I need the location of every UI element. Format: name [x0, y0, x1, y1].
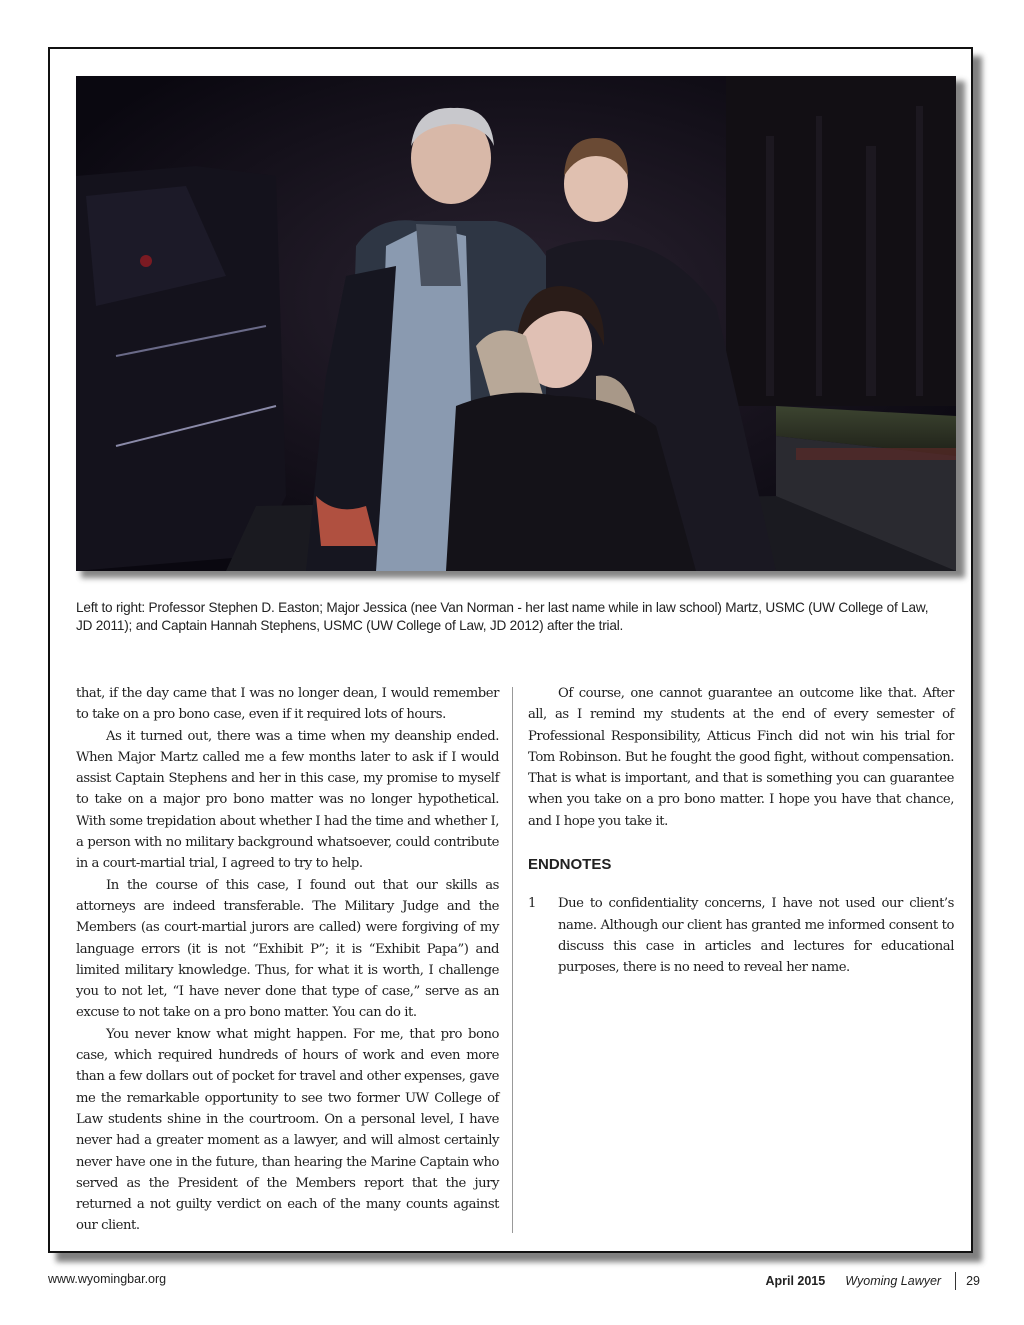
- endnote-number: 1: [528, 896, 536, 912]
- right-column: [528, 683, 954, 979]
- paragraph: As it turned out, there was a time when my deanship ended. When Major Martz called me a few months later to ask if I would assist Captain Stephens and her in this case, my promise to myself to take on a major pro bono matter was no longer hypothetical. With some trepidation about whether I had the time and whether I, a person with no military background whatsoever, could contribute in a court-martial trial, I agreed to try to help.: [76, 728, 499, 872]
- photo-caption: Left to right: Professor Stephen D. Easton; Major Jessica (nee Van Norman - her last name while in law school) Martz, USMC (UW College of Law, JD 2011); and Captain Hannah Stephens, USMC (UW College of Law, JD 2012) after the trial.: [76, 600, 929, 633]
- paragraph: Of course, one cannot guarantee an outcome like that. After all, as I remind my students at the end of every semester of Professional Responsibility, Atticus Finch did not win his trial for Tom Robinson. But he fought the good fight, without compensation. That is what is important, and that is something you can guarantee when you take on a pro bono matter. I hope you have that chance, and I hope you take it.: [528, 686, 954, 829]
- left-column: [76, 683, 499, 1237]
- column-divider: [512, 687, 513, 1233]
- footer-magazine: Wyoming Lawyer: [845, 1274, 942, 1288]
- photo-illustration: [76, 76, 956, 571]
- footer-publication: [765, 1272, 980, 1290]
- footer-month: April 2015: [765, 1274, 826, 1288]
- footer-website[interactable]: www.wyomingbar.org: [48, 1272, 167, 1286]
- photo: [76, 76, 956, 571]
- page-number: 29: [966, 1274, 980, 1288]
- endnotes-heading: ENDNOTES: [528, 856, 612, 874]
- footer-separator: [955, 1272, 956, 1290]
- endnote: [528, 893, 954, 978]
- paragraph: In the course of this case, I found out that our skills as attorneys are indeed transferable. The Military Judge and the Members (as court-martial jurors are called) were forgiving of my language errors (it is not “Exhibit P”; it is “Exhibit Papa”) and limited military knowledge. Thus, for what it is worth, I challenge you to not let, “I have never done that type of case,” serve as an excuse to not take on a pro bono matter. You can do it.: [76, 877, 499, 1021]
- paragraph: that, if the day came that I was no longer dean, I would remember to take on a pro bono case, even if it required lots of hours.: [76, 686, 499, 723]
- article-frame: [48, 47, 973, 1253]
- endnote-text: Due to confidentiality concerns, I have not used our client’s name. Although our client has granted me informed consent to discuss this case in articles and lectures for educational purposes, there is no need to reveal her name.: [558, 896, 954, 976]
- paragraph: You never know what might happen. For me, that pro bono case, which required hundreds of hours of work and even more than a few dollars out of pocket for travel and other expenses, gave me the remarkable opportunity to see two former UW College of Law students shine in the courtroom. On a personal level, I have never had a greater moment as a lawyer, and will almost certainly never have one in the future, than hearing the Marine Captain who served as the President of the Members report that the jury returned a not guilty verdict on each of the many counts against our client.: [76, 1026, 499, 1234]
